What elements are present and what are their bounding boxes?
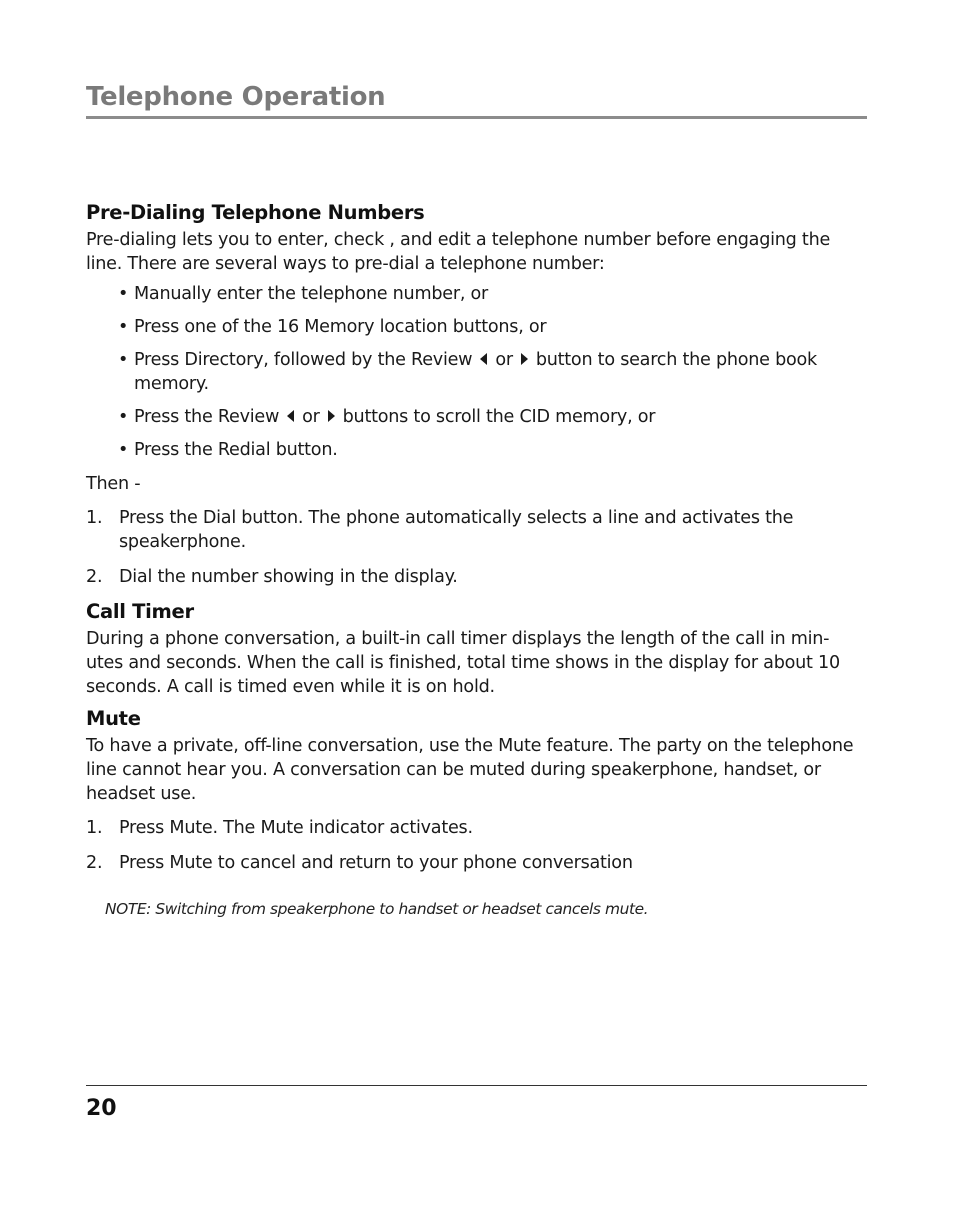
step-text: Dial the number showing in the display. (119, 567, 458, 587)
page-content (86, 198, 866, 921)
mute-step-list (86, 816, 866, 875)
call-timer-body: During a phone conversation, a built-in call timer displays the length of the call in min-utes and seconds. When the call is finished, total time shows in the display for about 10 seconds. A call is timed even while it is on hold. (86, 629, 840, 697)
mute-body: To have a private, off-line conversation, use the Mute feature. The party on the telephone line cannot hear you. A conversation can be muted during speakerphone, handset, or headset use. (86, 736, 854, 804)
bullet-text-part: button to search the phone book memory. (134, 350, 817, 394)
then-label: Then - (86, 474, 141, 494)
bullet-dot: • (118, 317, 129, 337)
list-item (86, 315, 866, 339)
review-left-arrow-icon (287, 410, 294, 422)
step-number: 1. (86, 508, 103, 528)
step-item (86, 851, 866, 875)
step-item (86, 506, 866, 554)
bullet-or-text: or (495, 350, 513, 370)
bullet-text-part: Press the Review (134, 407, 280, 427)
list-item (86, 405, 866, 429)
review-right-arrow-icon (521, 353, 528, 365)
list-item (86, 438, 866, 462)
bullet-dot: • (118, 284, 129, 304)
predial-bullet-list (86, 282, 866, 462)
step-number: 2. (86, 567, 103, 587)
bullet-or-text: or (302, 407, 320, 427)
bullet-text: Manually enter the telephone number, or (134, 284, 488, 304)
step-text: Press Mute. The Mute indicator activates. (119, 818, 473, 838)
list-item (86, 282, 866, 306)
bullet-text: Press one of the 16 Memory location buttons, or (134, 317, 547, 337)
step-text: Press Mute to cancel and return to your phone conversation (119, 853, 633, 873)
predial-heading: Pre-Dialing Telephone Numbers (86, 201, 425, 224)
review-left-arrow-icon (480, 353, 487, 365)
call-timer-heading: Call Timer (86, 600, 194, 623)
bullet-dot: • (118, 440, 129, 460)
step-item (86, 565, 866, 589)
bullet-dot: • (118, 407, 129, 427)
list-item (86, 348, 866, 396)
page-number: 20 (86, 1096, 117, 1121)
page-title: Telephone Operation (86, 82, 386, 112)
bullet-dot: • (118, 350, 129, 370)
predial-intro: Pre-dialing lets you to enter, check , and edit a telephone number before engaging the line. There are several ways to pre-dial a telephone number: (86, 230, 831, 274)
predial-step-list (86, 506, 866, 589)
review-right-arrow-icon (328, 410, 335, 422)
bullet-text-part: Press Directory, followed by the Review (134, 350, 473, 370)
footer-divider (86, 1085, 867, 1086)
bullet-text-part: buttons to scroll the CID memory, or (342, 407, 656, 427)
title-divider (86, 116, 867, 119)
mute-heading: Mute (86, 707, 141, 730)
step-number: 2. (86, 853, 103, 873)
step-text: Press the Dial button. The phone automatically selects a line and activates the speakerphone. (119, 508, 794, 552)
step-number: 1. (86, 818, 103, 838)
mute-note: NOTE: Switching from speakerphone to handset or headset cancels mute. (105, 900, 649, 918)
bullet-text: Press the Redial button. (134, 440, 338, 460)
step-item (86, 816, 866, 840)
